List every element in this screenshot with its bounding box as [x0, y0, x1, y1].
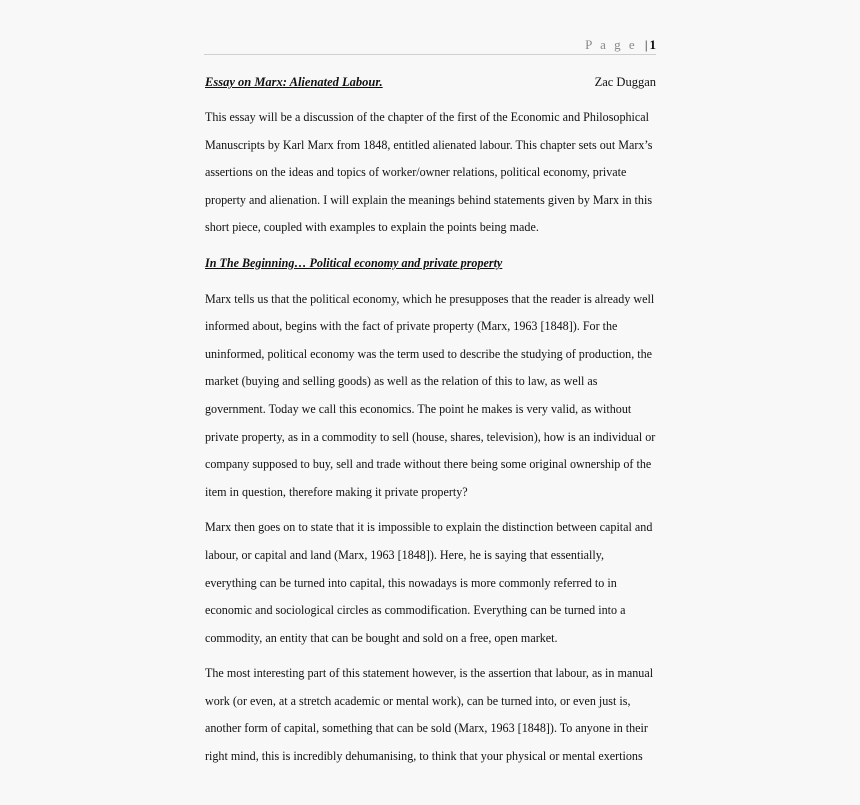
- text-line: market (buying and selling goods) as well as the relation of this to law, as well as: [205, 374, 598, 389]
- text-line: assertions on the ideas and topics of worker/owner relations, political economy, private: [205, 165, 627, 180]
- page-number-value: 1: [649, 37, 656, 52]
- text-line: labour, or capital and land (Marx, 1963 [1848]). Here, he is saying that essentially,: [205, 547, 605, 562]
- text-line: commodity, an entity that can be bought and sold on a free, open market.: [205, 630, 558, 645]
- page-label: P a g e: [585, 37, 638, 52]
- text-line: item in question, therefore making it private property?: [205, 484, 468, 499]
- text-line: right mind, this is incredibly dehumanising, to think that your physical or mental exertions: [205, 749, 643, 764]
- text-line: uninformed, political economy was the term used to describe the studying of production, the: [205, 346, 653, 361]
- text-line: another form of capital, something that can be sold (Marx, 1963 [1848]). To anyone in their: [205, 721, 648, 736]
- paragraph-gap: [205, 278, 660, 286]
- text-line: private property, as in a commodity to sell (house, shares, television), how is an individual or: [205, 429, 656, 444]
- text-line: This essay will be a discussion of the chapter of the first of the Economic and Philosophical: [205, 110, 650, 124]
- paragraph-2: [205, 286, 660, 507]
- text-line: government. Today we call this economics. The point he makes is very valid, as without: [205, 401, 632, 416]
- text-line: Marx then goes on to state that it is impossible to explain the distinction between capital and: [205, 520, 653, 535]
- text-line: everything can be turned into capital, this nowadays is more commonly referred to in: [205, 575, 617, 590]
- text-line: company supposed to buy, sell and trade without there being some original ownership of the: [205, 457, 652, 472]
- paragraph-gap: [205, 506, 660, 514]
- text-line: Manuscripts by Karl Marx from 1848, entitled alienated labour. This chapter sets out Marx’s: [205, 137, 653, 152]
- page-separator: |: [644, 37, 648, 52]
- paragraph-3: [205, 514, 660, 652]
- text-line: short piece, coupled with examples to explain the points being made.: [205, 220, 539, 235]
- text-line: work (or even, at a stretch academic or mental work), can be turned into, or even just is,: [205, 693, 631, 708]
- essay-title: Essay on Marx: Alienated Labour.: [205, 75, 383, 89]
- paragraph-gap: [205, 652, 660, 660]
- title-row: [205, 75, 656, 93]
- text-line: The most interesting part of this statement however, is the assertion that labour, as in manual: [205, 666, 654, 681]
- paragraph-4: [205, 660, 660, 770]
- page-header: [204, 36, 656, 55]
- essay-body: [205, 104, 660, 771]
- text-line: property and alienation. I will explain the meanings behind statements given by Marx in this: [205, 192, 653, 207]
- page-number: [585, 37, 656, 53]
- text-line: economic and sociological circles as commodification. Everything can be turned into a: [205, 603, 626, 618]
- paragraph-gap: [205, 242, 660, 250]
- author-name: Zac Duggan: [594, 75, 656, 89]
- paragraph-1: [205, 104, 660, 242]
- section-heading: In The Beginning… Political economy and private property: [205, 255, 503, 270]
- text-line: informed about, begins with the fact of private property (Marx, 1963 [1848]). For the: [205, 319, 618, 334]
- text-line: Marx tells us that the political economy, which he presupposes that the reader is already well: [205, 291, 655, 306]
